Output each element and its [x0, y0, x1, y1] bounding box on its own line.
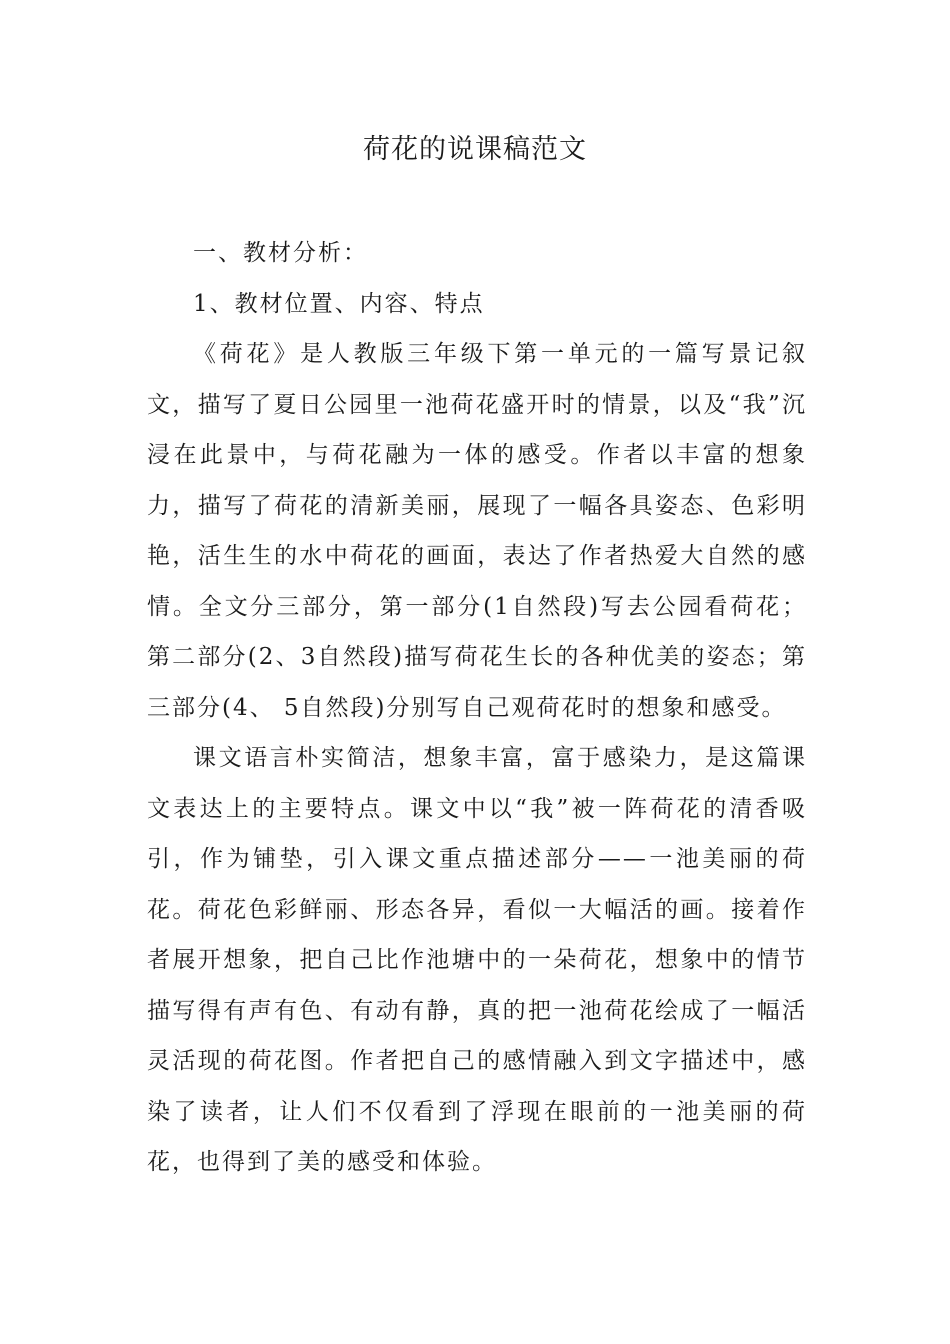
subsection-heading: 1、教材位置、内容、特点	[193, 290, 485, 317]
body-paragraph: 《荷花》是人教版三年级下第一单元的一篇写景记叙文，描写了夏日公园里一池荷花盛开时的情景，以及“我”沉浸在此景中，与荷花融为一体的感受。作者以丰富的想象力，描写了荷花的清新美丽，展现了一幅各具姿态、色彩明艳，活生生的水中荷花的画面，表达了作者热爱大自然的感情。全文分三部分，第一部分(1自然段)写去公园看荷花；第二部分(2、3自然段)描写荷花生长的各种优美的姿态；第三部分(4、 5自然段)分别写自己观荷花时的想象和感受。	[147, 341, 807, 721]
section-heading: 一、教材分析：	[193, 240, 368, 266]
document-body	[147, 228, 807, 1188]
document-title: 荷花的说课稿范文	[363, 134, 587, 165]
body-paragraph: 课文语言朴实简洁，想象丰富，富于感染力，是这篇课文表达上的主要特点。课文中以“我”被一阵荷花的清香吸引，作为铺垫，引入课文重点描述部分——一池美丽的荷花。荷花色彩鲜丽、形态各异，看似一大幅活的画。接着作者展开想象，把自己比作池塘中的一朵荷花，想象中的情节描写得有声有色、有动有静，真的把一池荷花绘成了一幅活灵活现的荷花图。作者把自己的感情融入到文字描述中，感染了读者，让人们不仅看到了浮现在眼前的一池美丽的荷花，也得到了美的感受和体验。	[147, 745, 807, 1175]
